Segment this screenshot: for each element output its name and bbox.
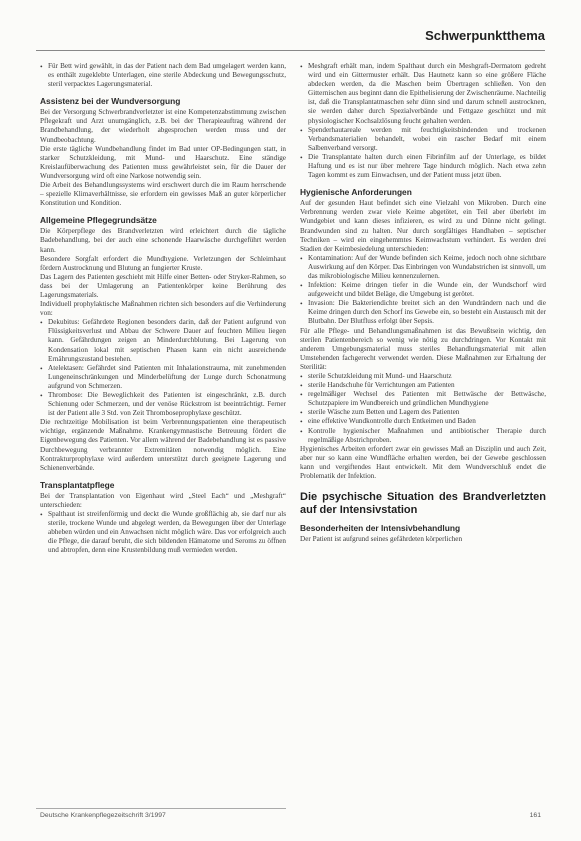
list-item: • Meshgraft erhält man, indem Spalthaut durch ein Meshgraft-Dermatom gedreht wird und ein Gittermuster erhält. Das Hautnetz kann so eine größere Fläche abdecken werden, da die Maschen beim Übertragen schließen. Von den Gitternischen aus beginnt dann die Epithelisierung der Zwischenräume. Nachteilig ist, daß die Transplantatmaschen sehr dünn sind und darum schnell austrocknen, sie werden daher durch Spezialverbände und Fettgaze geschützt und mit physiologischer Kochsalzlösung feucht gehalten werden. (300, 62, 546, 126)
list-item: • sterile Handschuhe für Verrichtungen am Patienten (300, 381, 546, 390)
paragraph: Die erste tägliche Wundbehandlung findet im Bad unter OP-Bedingungen statt, in starker Schutzkleidung, mit Mund- und Haarschutz. Eine ständige Kreislaufüberwachung des Patienten muss gewährleistet sein, für die Dauer der Wundversorgung wird oft eine Narkose notwendig sein. (40, 144, 286, 180)
list-item: • eine effektive Wundkontrolle durch Entkeimen und Baden (300, 417, 546, 426)
list-item: • sterile Schutzkleidung mit Mund- und Haarschutz (300, 372, 546, 381)
list-item: • Spalthaut ist streifenförmig und deckt die Wunde großflächig ab, sie darf nur als sterile, trockene Wunde und abgelegt werden, da Bewegungen über der Unterlage abheben würden und ein Anwachsen nicht möglich wäre. Das vor erfolgreich auch die Pflege, die darauf beruht, die sich bildenden Hämatome und Seroms zu öffnen und abtropfen, denn eine Krustenbildung muß vermieden werden. (40, 510, 286, 555)
left-column (40, 62, 286, 556)
right-column (300, 62, 546, 544)
list-item: • Kontamination: Auf der Wunde befinden sich Keime, jedoch noch ohne sichtbare Auswirkung auf den Körper. Das Einbringen von Wundabstrichen ist sinnvoll, um das mikrobiologische Milieu kennenzulernen. (300, 254, 546, 281)
paragraph: Hygienisches Arbeiten erfordert zwar ein gewisses Maß an Disziplin und auch Zeit, aber nur so kann eine Wundfläche erhalten werden, bei der Gewebe geschlossen kann und vergiftendes Haut entwickelt. Mit dem Wundverschluß endet die Problematik der Infektion. (300, 444, 546, 481)
list-item: • sterile Wäsche zum Betten und Lagern des Patienten (300, 408, 546, 417)
contamination-list (300, 254, 546, 327)
page-number: 161 (529, 812, 541, 819)
major-section-heading: Die psychische Situation des Brandverletzten auf der Intensivstation (300, 491, 546, 516)
page-header-title: Schwerpunktthema (425, 28, 545, 43)
prophylaxis-list (40, 318, 286, 418)
section-heading: Assistenz bei der Wundversorgung (40, 96, 181, 107)
transplant-list-continued (300, 62, 546, 180)
list-item: • Für Bett wird gewählt, in das der Patient nach dem Bad umgelagert werden kann, es enthält zugeklebte Unterlagen, eine sterile Abdeckung und Bewegungsschutz, steril verpacktes Lagerungsmaterial. (40, 62, 286, 89)
header-rule (36, 50, 545, 51)
hygiene-list (300, 372, 546, 445)
paragraph: Auf der gesunden Haut befindet sich eine Vielzahl von Mikroben. Durch eine Verbrennung werden zwar viele Keime abgetötet, ein Teil aber überlebt im Wundgebiet und kann dieses infizieren, es wird zu und Dünne nicht gelingt. Brandwunden sind zu halten. Nur durch sorgfältiges Handhaben – septischer Techniken – wird ein eingehemmtes Keimwachstum verhindert. Es werden drei Stadien der Keimbesiedelung unterschieden: (300, 199, 546, 253)
paragraph: Die Arbeit des Behandlungssystems wird erschwert durch die im Raum herrschende – spezielle Klimaverhältnisse, sie erfordern ein gewisses Maß an guter körperlicher Konstitution und Kondition. (40, 181, 286, 208)
paragraph: Das Lagern des Patienten geschieht mit Hilfe einer Betten- oder Stryker-Rahmen, so dass bei der Umlagerung an Patientenkörper keine Berührung des Lagerungsmaterials. (40, 272, 286, 299)
section-heading: Hygienische Anforderungen (300, 187, 412, 198)
section-heading: Besonderheiten der Intensivbehandlung (300, 523, 461, 534)
section-heading: Allgemeine Pflegegrundsätze (40, 215, 157, 226)
intro-list (40, 62, 286, 89)
list-item: • Spenderhautareale werden mit feuchtigkeitsbindenden und trockenen Verbandsmaterialien behandelt, wobei ein rascher Bedarf mit einem Salbenverband versorgt. (300, 126, 546, 153)
paragraph: Die rechtzeitige Mobilisation ist beim Verbrennungspatienten eine therapeutisch wichtige, ergänzende Maßnahme. Krankengymnastische Betreuung fördert die Eigenbewegung des Patienten. Vor allem während der Badebehandlung ist es passive Durchbewegung verbrannter Extremitäten notwendig möglich. Eine Kontrakturprophylaxe wird außerdem unterstützt durch geeignete Lagerung und Schienenverbände. (40, 418, 286, 472)
list-item: • Atelektasen: Gefährdet sind Patienten mit Inhalationstrauma, mit zunehmenden Lungeneinschränkungen und Minderbelüftung der Lunge durch Schonatmung aufgrund von Schmerzen. (40, 364, 286, 391)
paragraph: Bei der Transplantation von Eigenhaut wird „Steel Each“ und „Meshgraft“ unterschieden: (40, 491, 286, 509)
list-item: • regelmäßiger Wechsel des Patienten mit Bettwäsche der Bettwäsche, Schutzpapiere im Wundbereich und gründlichen Mundhygiene (300, 390, 546, 408)
footer-rule (36, 808, 286, 809)
paragraph: Besondere Sorgfalt erfordert die Mundhygiene. Verletzungen der Schleimhaut fördern Austrocknung und Blutung an fungierter Kruste. (40, 254, 286, 272)
list-item: • Invasion: Die Bakteriendichte breitet sich an den Wundrändern nach und die Keime dringen durch den Schorf ins Gewebe ein, so besteht ein Austausch mit der Blutbahn. Der Blutfluss erfolgt über Sepsis. (300, 299, 546, 326)
list-item: • Thrombose: Die Beweglichkeit des Patienten ist eingeschränkt, z.B. durch Schienung oder Schmerzen, und der venöse Rückstrom ist beeinträchtigt. Ferner ist der Patient alle 3 Std. von Zeit Thromboseprophylaxe geschützt. (40, 391, 286, 418)
paragraph: Individuell prophylaktische Maßnahmen richten sich besonders auf die Verhinderung von: (40, 300, 286, 318)
footer-journal: Deutsche Krankenpflegezeitschrift 3/1997 (40, 812, 166, 819)
transplant-list (40, 510, 286, 555)
paragraph: Der Patient ist aufgrund seines gefährdeten körperlichen (300, 535, 463, 544)
paragraph: Für alle Pflege- und Behandlungsmaßnahmen ist das Bewußtsein wichtig, den sterilen Patientenbereich so wenig wie nötig zu durchdringen. Vor Kontakt mit anderem Umgebungsmaterial muss steriles Behandlungsmaterial mit allen Umstehenden fachgerecht verwendet werden. Diese Maßnahmen zur Erhaltung der Sterilität: (300, 326, 546, 371)
list-item: • Dekubitus: Gefährdete Regionen besonders darin, daß der Patient aufgrund von Flüssigkeitsverlust und Abbau der Schwere Dauer auf feuchten Milieu liegen kann. Gefährdungen zeigen an Minderdurchblutung. Bei Lagerung von Kondensation lokal mit septischen Phasen kann ein nicht ausreichende Ernährungszustand bestehen. (40, 318, 286, 363)
paragraph: Bei der Versorgung Schwerbrandverletzter ist eine Kompetenzabstimmung zwischen Pflegekraft und Arzt unumgänglich, z.B. bei der Therapieauftrag während der Brandbehandlung, der wiederholt abgesprochen werden muss und der Wundbeobachtung. (40, 108, 286, 144)
paragraph: Die Körperpflege des Brandverletzten wird erleichtert durch die tägliche Badebehandlung, bei der auch eine schonende Haarwäsche durchgeführt werden kann. (40, 227, 286, 254)
list-item: • Kontrolle hygienischer Maßnahmen und antibiotischer Therapie durch regelmäßige Abstrichproben. (300, 427, 546, 445)
list-item: • Die Transplantate halten durch einen Fibrinfilm auf der Unterlage, es bildet Haftung und es ist nur über mehrere Tage hindurch möglich. Nach etwa zehn Tagen kommt es zum Einwachsen, und der Patient muss jetzt üben. (300, 153, 546, 180)
list-item: • Infektion: Keime dringen tiefer in die Wunde ein, der Wundschorf wird aufgeweicht und bildet Beläge, die Umgebung ist gerötet. (300, 281, 546, 299)
section-heading: Transplantatpflege (40, 479, 115, 490)
